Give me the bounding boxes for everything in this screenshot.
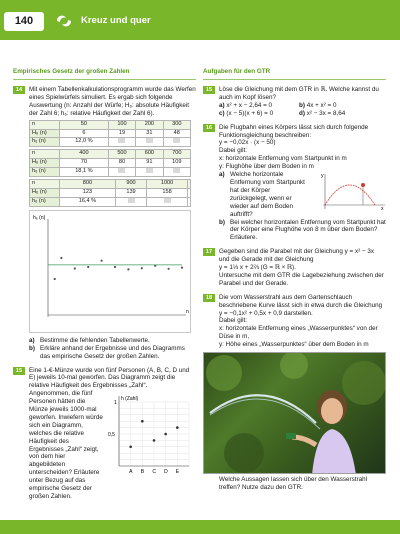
table-cell: 80 <box>108 159 135 168</box>
blank-box <box>173 168 180 173</box>
coin-x-tick: C <box>152 469 157 476</box>
table-cell: 158 <box>147 188 188 197</box>
data-point <box>176 427 179 430</box>
frequency-chart-svg <box>30 211 192 334</box>
blank-box <box>146 138 153 143</box>
missing-value-cell <box>147 197 188 206</box>
task-number: 14 <box>13 86 25 94</box>
missing-value-cell <box>108 168 135 177</box>
task-number: 15 <box>13 367 25 375</box>
trajectory-x-label: x <box>381 206 384 212</box>
empty-cell <box>187 197 190 206</box>
table-cell: 700 <box>163 150 190 159</box>
table-row <box>30 120 191 129</box>
table-row <box>30 180 191 189</box>
table-row-header: H₆ (n) <box>30 159 60 168</box>
table-row <box>30 129 191 138</box>
table-cell: 18,1 % <box>60 168 109 177</box>
chart-x-label: n <box>186 308 189 315</box>
blank-box <box>118 168 125 173</box>
trajectory-illustration <box>319 171 387 211</box>
data-point <box>141 267 143 269</box>
table-row-header: n <box>30 120 60 129</box>
task-16: 16 Die Flugbahn eines Körpers lässt sich durch folgende Funktionsgleichung beschreiben: y = −0,02x · (x − 50) Dabei gilt: x: horizontale Entfernung vom Startpunkt in m y: Flughöhe über dem Boden in m a) Welche horizontale Entfernung vom Startpunkt hat der Körper zurückgelegt, wenn er wieder auf dem Boden auftrifft? y x b) Bei welcher horizontalen Entfernung vom Startpunkt hat der Körper eine Flughöhe von 8 m über dem Boden? Erläutere. <box>203 124 386 243</box>
blank-box <box>118 138 125 143</box>
table-row <box>30 188 191 197</box>
table-row-header: h₆ (n) <box>30 197 60 206</box>
coin-y-tick: 1 <box>114 400 117 407</box>
table-cell: 600 <box>136 150 163 159</box>
garden-hose-photo <box>203 352 386 474</box>
data-point <box>101 259 103 261</box>
subtask-a: a) Bestimme die fehlenden Tabellenwerte. <box>29 336 150 344</box>
blank-box <box>146 168 153 173</box>
table-row <box>30 150 191 159</box>
task-18: 18 Die vom Wasserstrahl aus dem Gartenschlauch beschriebene Kurve lässt sich in etwa durch die Gleichung y = −0,1x² + 0,5x + 0,9 darstellen. Dabei gilt: x: horizontale Entfernung eines „Wasserpunktes“ von der Düse in m, y: Höhe eines „Wasserpunktes“ über dem Boden in m Welche Aussagen lassen sich über den Wasserstrahl treffen? Nutze dazu den GTR. <box>203 294 386 492</box>
missing-value-cell <box>163 168 190 177</box>
empty-cell <box>187 188 190 197</box>
frequency-table <box>29 120 191 148</box>
table-cell: 12,0 % <box>60 138 109 147</box>
right-section-heading: Aufgaben für den GTR <box>203 68 386 80</box>
data-point <box>168 267 170 269</box>
blank-box <box>173 138 180 143</box>
left-column <box>13 68 196 505</box>
chapter-title: Kreuz und quer <box>81 15 151 26</box>
table-cell: 1000 <box>147 180 188 189</box>
frequency-table <box>29 149 191 177</box>
footer-bar <box>0 520 400 534</box>
missing-value-cell <box>136 138 163 147</box>
task-14 <box>13 86 196 361</box>
missing-value-cell <box>108 138 135 147</box>
task-number: 15 <box>203 86 215 94</box>
table-cell: 16,4 % <box>60 197 116 206</box>
table-cell: 100 <box>108 120 135 129</box>
table-cell: 300 <box>163 120 190 129</box>
table-row-header: h₆ (n) <box>30 138 60 147</box>
table-cell: 91 <box>136 159 163 168</box>
coin-x-tick: A <box>129 469 133 476</box>
data-point <box>129 446 132 449</box>
data-point <box>164 433 167 436</box>
data-point <box>127 268 129 270</box>
table-cell: 50 <box>60 120 109 129</box>
table-cell: 400 <box>60 150 109 159</box>
left-section-heading: Empirisches Gesetz der großen Zahlen <box>13 68 196 80</box>
empty-cell <box>187 180 190 189</box>
subtask-a: a) Welche horizontale Entfernung vom Startpunkt hat der Körper zurückgelegt, wenn er wieder auf dem Boden auftrifft? <box>219 171 305 218</box>
blank-box <box>164 198 171 203</box>
blank-box <box>128 198 135 203</box>
task-15-coin <box>13 367 196 501</box>
table-cell: 6 <box>60 129 109 138</box>
subtask-b: b) Erkläre anhand der Ergebnisse und des Diagramms das empirische Gesetz der großen Zahlen. <box>29 344 185 360</box>
task-number: 16 <box>203 124 215 132</box>
task-15-gtr: 15 Löse die Gleichung mit dem GTR in ℝ. Welche kannst du auch im Kopf lösen? a) x² + x − 2,64 = 0 b) 4x + x² = 0 c) (x − 5)(x + 6) = 0 d) x² − 3x = 8,64 <box>203 86 386 118</box>
coin-y-tick: 0,5 <box>108 432 115 439</box>
data-point <box>114 266 116 268</box>
table-row <box>30 159 191 168</box>
task-body: Angenommen, die fünf Personen hätten die Münze jeweils 1000-mal geworfen. Inwiefern würde sich ein Diagramm, welches die relative Häufigkeit des Ergebnisses „Zahl“ zeigt, von dem hier abgebildeten unterscheiden? Erläutere unter Bezug auf das empirische Gesetz der großen Zahlen. <box>29 390 103 500</box>
table-cell: 70 <box>60 159 109 168</box>
right-column <box>203 68 386 496</box>
table-cell: 109 <box>163 159 190 168</box>
task-17: 17 Gegeben sind die Parabel mit der Gleichung y = x² − 3x und die Gerade mit der Gleichung y = 1⅓ x + 2⅔ (G = ℝ × ℝ). Untersuche mit dem GTR die Lagebeziehung zwischen der Parabel und der Gerade. <box>203 248 386 288</box>
trajectory-y-label: y <box>321 173 324 180</box>
frequency-table <box>29 179 191 207</box>
coin-x-tick: D <box>164 469 168 476</box>
chapter-logo-icon <box>54 12 74 30</box>
table-row-header: h₆ (n) <box>30 168 60 177</box>
table-cell: 19 <box>108 129 135 138</box>
data-point <box>141 420 144 423</box>
coin-y-label: h (Zahl) <box>121 396 139 403</box>
data-point <box>87 266 89 268</box>
table-cell: 500 <box>108 150 135 159</box>
frequency-chart <box>29 210 191 333</box>
table-cell: 200 <box>136 120 163 129</box>
missing-value-cell <box>115 197 146 206</box>
table-cell: 139 <box>115 188 146 197</box>
table-cell: 31 <box>136 129 163 138</box>
missing-value-cell <box>163 138 190 147</box>
task-text: Mit einem Tabellenkalkulationsprogramm wurde das Werfen eines Spielwürfels simuliert. Es ergab sich folgende Auswertung (n: Anzahl der Würfe; H₆: absolute Häufigkeit der Zahl 6; h₆: relative Häufigkeit der Zahl 6). <box>29 86 196 117</box>
table-cell: 900 <box>115 180 146 189</box>
table-row-header: n <box>30 150 60 159</box>
task-number: 18 <box>203 294 215 302</box>
data-point <box>54 278 56 280</box>
table-row <box>30 138 191 147</box>
task-intro: Eine 1-€-Münze wurde von fünf Personen (A, B, C, D und E) jeweils 10-mal geworfen. Das Diagramm zeigt die relative Häufigkeit des Ergebnisses „Zahl“. <box>29 366 190 390</box>
chart-y-label: h₆ (n) <box>33 214 46 221</box>
missing-value-cell <box>136 168 163 177</box>
table-row-header: H₆ (n) <box>30 188 60 197</box>
coin-x-tick: E <box>175 469 180 476</box>
table-row <box>30 168 191 177</box>
frequency-tables <box>29 120 196 207</box>
data-point <box>154 264 156 266</box>
table-cell: 123 <box>60 188 116 197</box>
subtask-b: b) Bei welcher horizontalen Entfernung vom Startpunkt hat der Körper eine Flughöhe von 8 m über dem Boden? Erläutere. <box>219 218 386 242</box>
table-row-header: n <box>30 180 60 189</box>
table-row <box>30 197 191 206</box>
coin-x-tick: B <box>140 469 145 476</box>
page-number: 140 <box>4 12 44 31</box>
data-point <box>153 439 156 442</box>
table-cell: 800 <box>60 180 116 189</box>
table-cell: 48 <box>163 129 190 138</box>
data-point <box>181 266 183 268</box>
table-row-header: H₆ (n) <box>30 129 60 138</box>
data-point <box>60 257 62 259</box>
task-number: 17 <box>203 248 215 256</box>
data-point <box>74 267 76 269</box>
coin-chart <box>107 392 193 478</box>
